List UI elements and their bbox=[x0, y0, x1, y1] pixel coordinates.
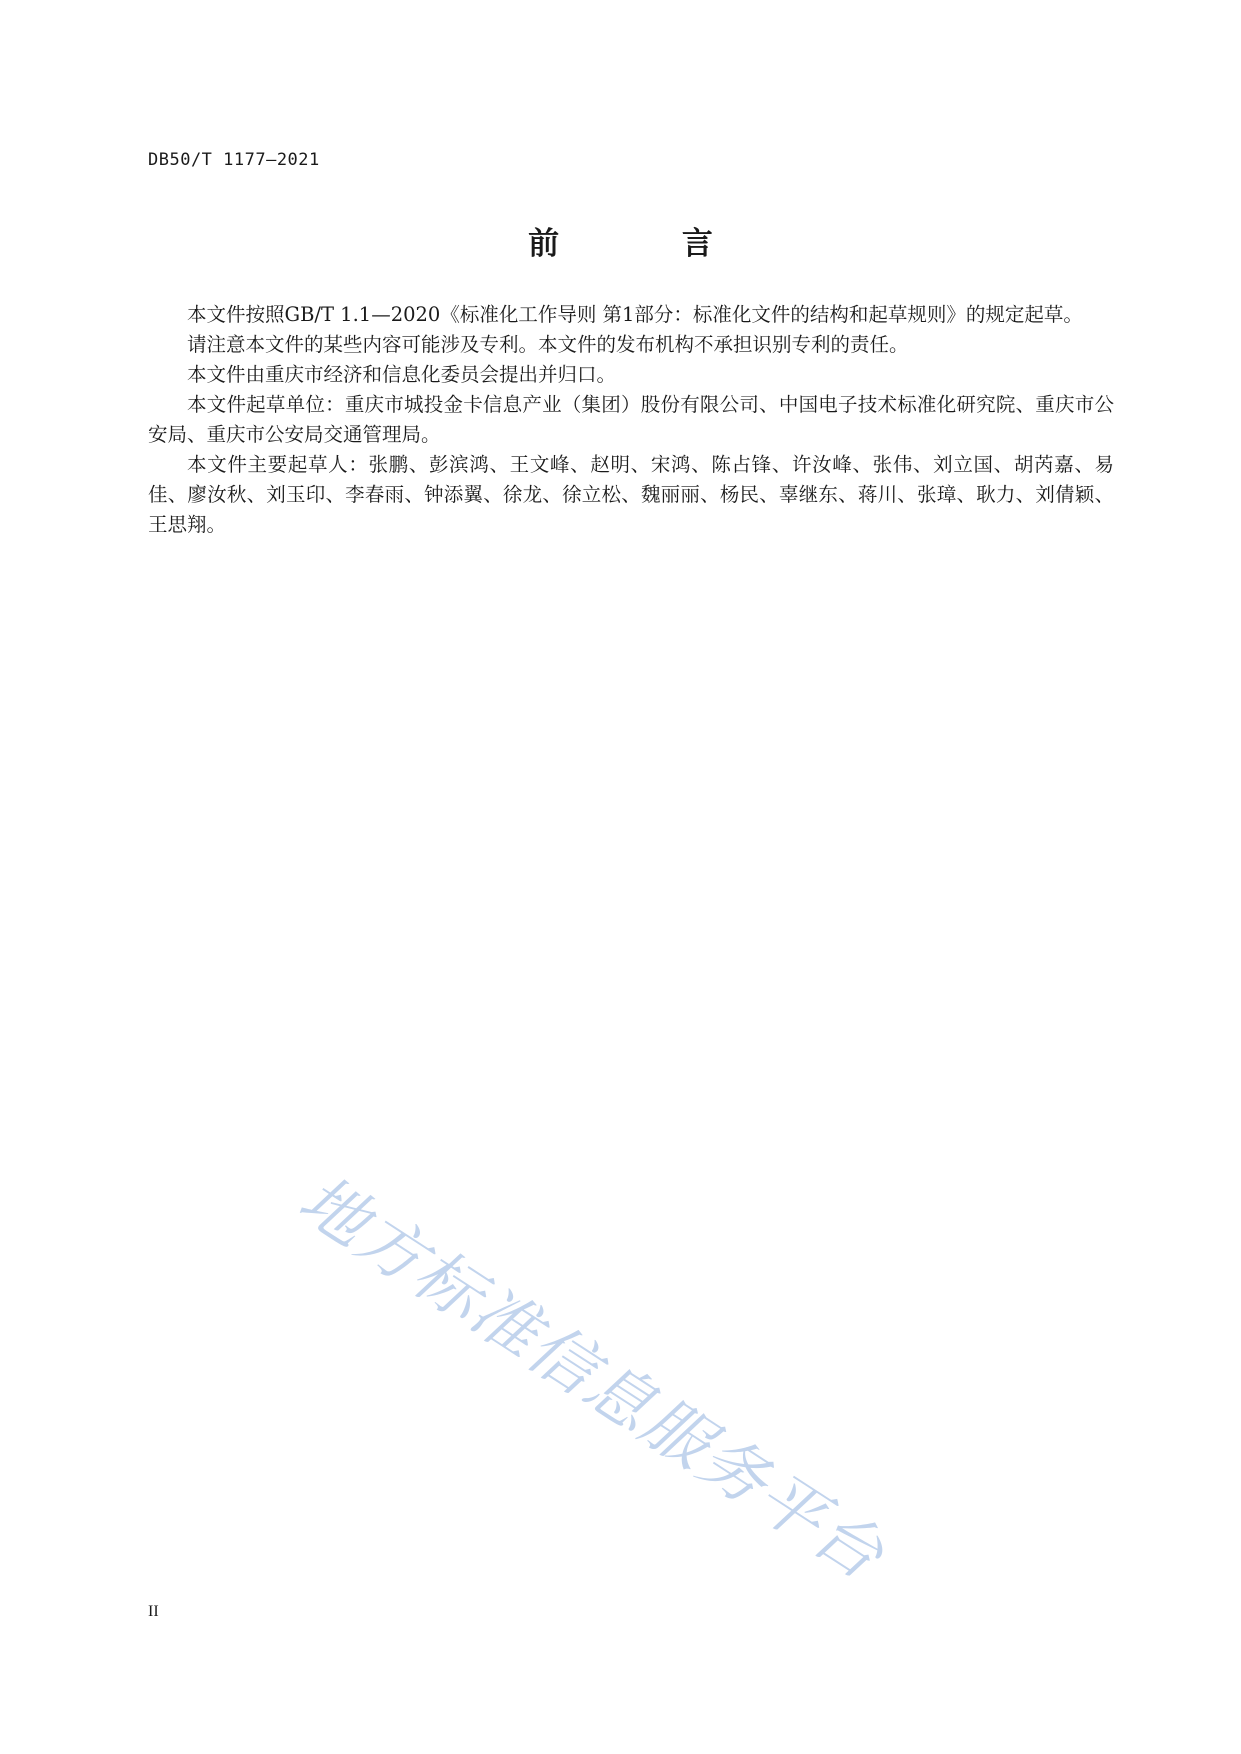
foreword-body bbox=[148, 300, 1114, 540]
paragraph-drafters: 本文件主要起草人：张鹏、彭滨鸿、王文峰、赵明、宋鸿、陈占锋、许汝峰、张伟、刘立国、胡芮嘉、易佳、廖汝秋、刘玉印、李春雨、钟添翼、徐龙、徐立松、魏丽丽、杨民、辜继东、蒋川、张璋、耿力、刘倩颖、王思翔。 bbox=[148, 453, 1114, 536]
paragraph-patent-notice: 请注意本文件的某些内容可能涉及专利。本文件的发布机构不承担识别专利的责任。 bbox=[187, 333, 909, 356]
paragraph-drafting-rules: 本文件按照GB/T 1.1—2020《标准化工作导则 第1部分：标准化文件的结构和起草规则》的规定起草。 bbox=[187, 303, 1083, 326]
page-title: 前 言 bbox=[528, 226, 769, 262]
document-code: DB50/T 1177—2021 bbox=[148, 150, 320, 170]
page-number: II bbox=[148, 1603, 159, 1620]
paragraph-drafting-units: 本文件起草单位：重庆市城投金卡信息产业（集团）股份有限公司、中国电子技术标准化研究院、重庆市公安局、重庆市公安局交通管理局。 bbox=[148, 393, 1114, 446]
paragraph-proposer: 本文件由重庆市经济和信息化委员会提出并归口。 bbox=[187, 363, 617, 386]
watermark: 地方标准信息服务平台 bbox=[285, 1160, 898, 1596]
